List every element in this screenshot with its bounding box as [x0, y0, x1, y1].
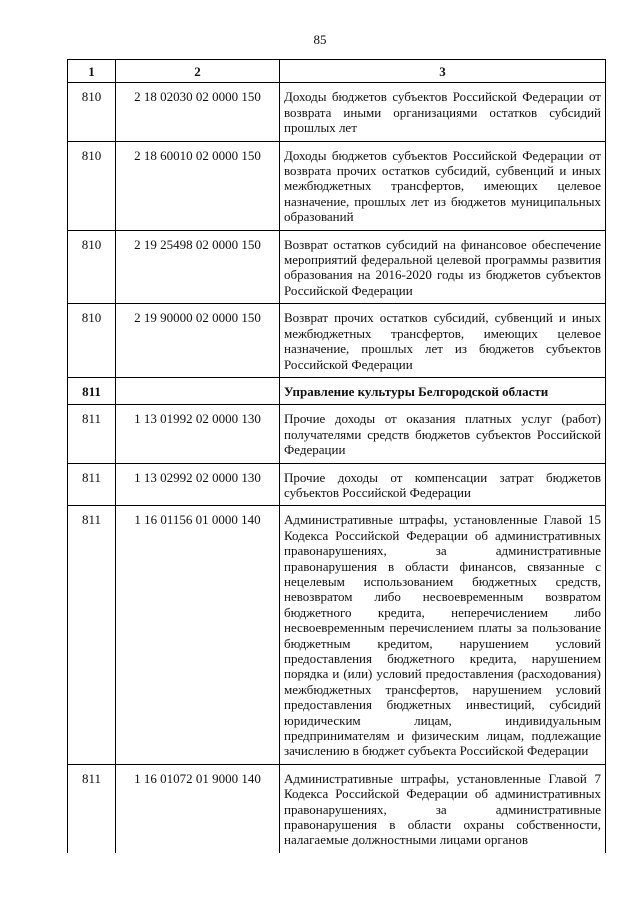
income-code: 2 18 60010 02 0000 150 [116, 141, 280, 230]
table-row [68, 463, 606, 506]
administrator-code: 811 [68, 377, 116, 404]
administrator-code: 811 [68, 405, 116, 463]
table-row [68, 230, 606, 304]
income-description: Возврат остатков субсидий на финансовое обеспечение мероприятий федеральной целевой программы развития образования на 2016-2020 годы из бюджетов субъектов Российской Федерации [280, 230, 606, 304]
income-code: 1 13 01992 02 0000 130 [116, 405, 280, 463]
table-row [68, 83, 606, 141]
table-row [68, 304, 606, 378]
administrator-code: 811 [68, 764, 116, 853]
income-code: 2 19 25498 02 0000 150 [116, 230, 280, 304]
income-description: Доходы бюджетов субъектов Российской Федерации от возврата прочих остатков субсидий, субвенций и иных межбюджетных трансфертов, имеющих целевое назначение, прошлых лет из бюджетов муниципальных образований [280, 141, 606, 230]
administrator-code: 810 [68, 230, 116, 304]
income-code: 1 16 01072 01 9000 140 [116, 764, 280, 853]
administrator-code: 811 [68, 463, 116, 506]
income-description: Прочие доходы от компенсации затрат бюджетов субъектов Российской Федерации [280, 463, 606, 506]
table-row [68, 405, 606, 463]
table-header-row [68, 60, 606, 83]
column-header: 2 [116, 60, 280, 83]
income-description: Возврат прочих остатков субсидий, субвенций и иных межбюджетных трансфертов, имеющих целевое назначение, прошлых лет из бюджетов субъектов Российской Федерации [280, 304, 606, 378]
income-description: Доходы бюджетов субъектов Российской Федерации от возврата иными организациями остатков субсидий прошлых лет [280, 83, 606, 141]
table-row [68, 141, 606, 230]
table-row [68, 506, 606, 765]
administrator-code: 810 [68, 304, 116, 378]
section-header-row [68, 377, 606, 404]
income-description: Административные штрафы, установленные Главой 15 Кодекса Российской Федерации об административных правонарушениях, за административные правонарушения в области финансов, связанные с нецелевым использованием бюджетных средств, невозвратом либо несвоевременным возвратом бюджетного кредита, неперечислением либо несвоевременным перечислением платы за пользование бюджетным кредитом, нарушением условий предоставления бюджетного кредита, нарушением порядка и (или) условий предоставления (расходования) межбюджетных трансфертов, нарушением условий предоставления бюджетных инвестиций, субсидий юридическим лицам, индивидуальным предпринимателям и физическим лицам, подлежащие зачислению в бюджет субъекта Российской Федерации [280, 506, 606, 765]
income-code: 2 19 90000 02 0000 150 [116, 304, 280, 378]
column-header: 3 [280, 60, 606, 83]
administrator-code: 810 [68, 141, 116, 230]
income-code: 1 16 01156 01 0000 140 [116, 506, 280, 765]
page-number: 85 [313, 32, 327, 47]
administrator-code: 810 [68, 83, 116, 141]
administrator-name: Управление культуры Белгородской области [280, 377, 606, 404]
income-description: Административные штрафы, установленные Главой 7 Кодекса Российской Федерации об административных правонарушениях, за административные правонарушения в области охраны собственности, налагаемые должностными лицами органов [280, 764, 606, 853]
table-row [68, 764, 606, 853]
column-header: 1 [68, 60, 116, 83]
administrator-code: 811 [68, 506, 116, 765]
income-code: 2 18 02030 02 0000 150 [116, 83, 280, 141]
budget-codes-table [67, 59, 606, 853]
income-description: Прочие доходы от оказания платных услуг (работ) получателями средств бюджетов субъектов Российской Федерации [280, 405, 606, 463]
income-code [116, 377, 280, 404]
income-code: 1 13 02992 02 0000 130 [116, 463, 280, 506]
